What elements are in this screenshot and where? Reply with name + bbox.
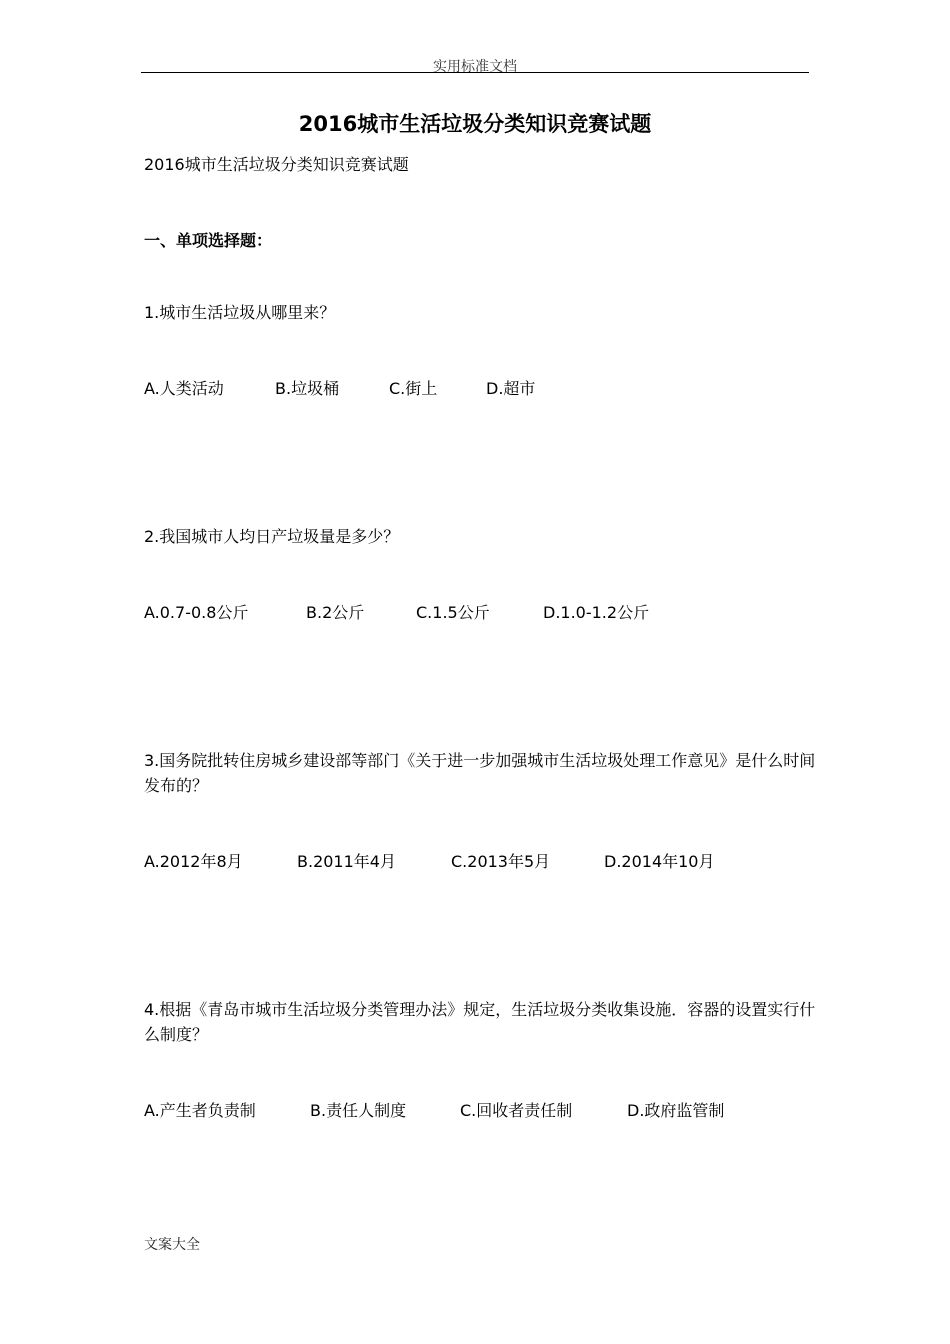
document-subtitle: 2016城市生活垃圾分类知识竞赛试题 (144, 155, 409, 174)
question-4-option-a: A.产生者负责制 (144, 1101, 256, 1120)
header-divider (141, 72, 809, 73)
question-1-option-b: B.垃圾桶 (275, 379, 340, 398)
page-footer: 文案大全 (144, 1237, 200, 1253)
question-4-option-b: B.责任人制度 (310, 1101, 407, 1120)
question-3-option-c: C.2013年5月 (451, 852, 551, 871)
question-2-text: 2.我国城市人均日产垃圾量是多少？ (144, 527, 400, 546)
question-2-option-c: C.1.5公斤 (416, 603, 490, 622)
question-3-option-b: B.2011年4月 (297, 852, 396, 871)
question-1-option-c: C.街上 (389, 379, 438, 398)
section-heading: 一、单项选择题： (144, 231, 273, 250)
question-4-option-d: D.政府监管制 (627, 1101, 725, 1120)
question-1-option-d: D.超市 (486, 379, 536, 398)
question-4-text: 4.根据《青岛市城市生活垃圾分类管理办法》规定，生活垃圾分类收集设施．容器的设置实行什么制度？ (144, 1000, 816, 1044)
question-1-text: 1.城市生活垃圾从哪里来？ (144, 303, 336, 322)
question-1-option-a: A.人类活动 (144, 379, 224, 398)
header-text: 实用标准文档 (433, 59, 517, 75)
question-3-text: 3.国务院批转住房城乡建设部等部门《关于进一步加强城市生活垃圾处理工作意见》是什么时间发布的？ (144, 751, 816, 795)
document-title: 2016城市生活垃圾分类知识竞赛试题 (298, 112, 652, 136)
question-2-option-a: A.0.7-0.8公斤 (144, 603, 249, 622)
question-2-option-d: D.1.0-1.2公斤 (543, 603, 650, 622)
question-3-option-a: A.2012年8月 (144, 852, 243, 871)
question-3-option-d: D.2014年10月 (604, 852, 715, 871)
question-4-option-c: C.回收者责任制 (460, 1101, 573, 1120)
question-2-option-b: B.2公斤 (306, 603, 365, 622)
